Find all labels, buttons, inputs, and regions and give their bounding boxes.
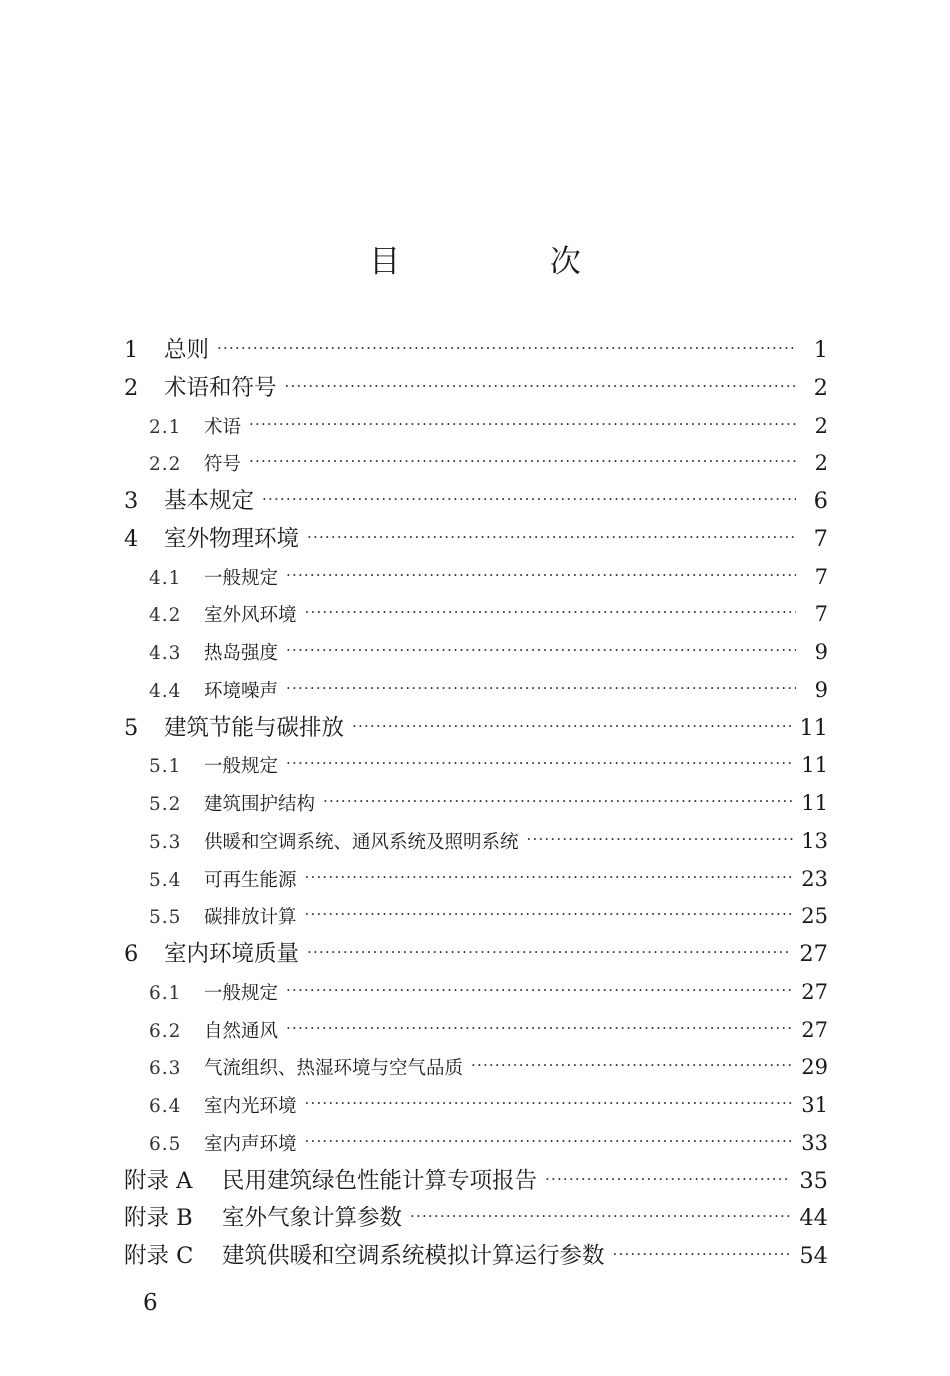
toc-entry-2-2[interactable]	[124, 445, 828, 483]
toc-entry-1[interactable]	[124, 332, 828, 370]
dot-leader	[286, 745, 793, 783]
toc-entry-2-1[interactable]	[124, 408, 828, 446]
toc-entry-page: 54	[799, 1243, 828, 1269]
toc-entry-label: 室外风环境	[204, 605, 297, 627]
toc-entry-number: 4.3	[149, 643, 182, 664]
toc-entry-4-1[interactable]	[124, 559, 828, 597]
dot-leader	[307, 519, 796, 557]
toc-entry-page: 9	[814, 677, 828, 702]
toc-entry-label: 室内声环境	[204, 1133, 297, 1155]
toc-entry-number: 5.2	[149, 794, 182, 815]
toc-entry-appendix-a[interactable]	[124, 1163, 828, 1201]
toc-entry-label: 自然通风	[204, 1020, 279, 1042]
toc-entry-page: 7	[814, 602, 828, 627]
toc-entry-4-2[interactable]	[124, 596, 828, 634]
toc-entry-number: 5.1	[149, 756, 182, 778]
toc-entry-number: 1	[124, 337, 139, 363]
toc-entry-2[interactable]	[124, 370, 828, 408]
toc-entry-page: 23	[801, 866, 828, 891]
toc-entry-label: 一般规定	[204, 756, 279, 778]
toc-entry-number: 4.4	[149, 680, 182, 702]
dot-leader	[249, 443, 796, 481]
toc-entry-label: 一般规定	[204, 982, 279, 1004]
toc-entry-label: 室内光环境	[204, 1096, 297, 1117]
toc-entry-label: 碳排放计算	[204, 907, 297, 929]
toc-entry-number: 4	[124, 525, 139, 552]
toc-entry-number: 6.4	[149, 1096, 182, 1117]
toc-entry-label: 总则	[164, 337, 210, 363]
toc-entry-page: 35	[799, 1167, 828, 1194]
toc-entry-page: 44	[799, 1205, 828, 1232]
dot-leader	[305, 859, 794, 897]
dot-leader	[286, 972, 793, 1010]
toc-entry-number: 5	[124, 714, 139, 741]
toc-entry-number: 6.5	[149, 1133, 182, 1155]
toc-entry-page: 11	[801, 791, 828, 815]
toc-entry-number: 6.1	[149, 982, 182, 1004]
toc-entry-label: 供暖和空调系统、通风系统及照明系统	[204, 831, 519, 853]
dot-leader	[410, 1198, 791, 1236]
toc-entry-6-1[interactable]	[124, 974, 828, 1012]
toc-entry-page: 13	[801, 828, 828, 853]
toc-entry-page: 2	[814, 413, 828, 438]
toc-entry-number: 2.1	[149, 416, 182, 438]
toc-entry-page: 27	[801, 1017, 828, 1042]
toc-entry-label: 术语和符号	[164, 374, 277, 401]
toc-entry-number: 5.4	[149, 869, 182, 891]
toc-entry-4-3[interactable]	[124, 634, 828, 672]
toc-entry-number: 附录 A	[124, 1167, 193, 1194]
toc-entry-4[interactable]	[124, 521, 828, 559]
footer-page-number: 6	[143, 1290, 158, 1316]
dot-leader	[286, 632, 796, 670]
toc-entry-number: 4.2	[149, 605, 182, 627]
toc-entry-page: 27	[801, 979, 828, 1004]
dot-leader	[307, 934, 791, 972]
toc-entry-page: 25	[801, 904, 828, 929]
toc-entry-label: 建筑节能与碳排放	[164, 714, 345, 741]
toc-entry-number: 附录 B	[124, 1205, 193, 1232]
toc-entry-label: 基本规定	[164, 488, 255, 514]
toc-entry-6-4[interactable]	[124, 1087, 828, 1125]
toc-entry-page: 7	[813, 525, 828, 552]
dot-leader	[286, 557, 796, 595]
toc-entry-page: 27	[799, 941, 828, 967]
toc-entry-label: 室内环境质量	[164, 941, 300, 967]
toc-entry-5-4[interactable]	[124, 861, 828, 899]
dot-leader	[305, 896, 794, 934]
dot-leader	[323, 783, 793, 821]
toc-entry-label: 气流组织、热湿环境与空气品质	[204, 1058, 464, 1080]
toc-entry-page: 2	[814, 451, 828, 476]
toc-entry-page: 9	[814, 640, 828, 664]
dot-leader	[305, 594, 796, 632]
toc-entry-appendix-b[interactable]	[124, 1200, 828, 1238]
toc-entry-6-5[interactable]	[124, 1125, 828, 1163]
dot-leader	[249, 406, 796, 444]
toc-entry-page: 11	[799, 714, 828, 741]
toc-entry-label: 可再生能源	[204, 869, 297, 891]
dot-leader	[352, 708, 791, 746]
toc-entry-label: 术语	[204, 416, 242, 438]
toc-entry-page: 11	[801, 753, 828, 778]
dot-leader	[305, 1123, 794, 1161]
toc-entry-page: 7	[814, 564, 828, 589]
page-title: 目 次	[369, 244, 651, 280]
toc-entry-6[interactable]	[124, 936, 828, 974]
toc-entry-number: 6	[124, 941, 139, 967]
toc-entry-5-2[interactable]	[124, 785, 828, 823]
toc-entry-6-3[interactable]	[124, 1049, 828, 1087]
toc-entry-number: 4.1	[149, 567, 182, 589]
dot-leader	[285, 368, 796, 406]
toc-entry-number: 5.5	[149, 907, 182, 929]
toc-entry-number: 6.3	[149, 1058, 182, 1080]
toc-entry-number: 5.3	[149, 831, 182, 853]
dot-leader	[545, 1161, 791, 1199]
toc-entry-page: 29	[801, 1055, 828, 1080]
toc-entry-3[interactable]	[124, 483, 828, 521]
toc-entry-5-1[interactable]	[124, 747, 828, 785]
toc-entry-number: 6.2	[149, 1020, 182, 1042]
toc-entry-label: 室外物理环境	[164, 525, 300, 552]
toc-entry-label: 室外气象计算参数	[222, 1205, 403, 1232]
toc-entry-label: 建筑供暖和空调系统模拟计算运行参数	[222, 1243, 605, 1269]
toc-entry-label: 环境噪声	[204, 680, 279, 702]
toc-entry-5[interactable]	[124, 710, 828, 748]
toc-entry-4-4[interactable]	[124, 672, 828, 710]
toc-entry-5-3[interactable]	[124, 823, 828, 861]
toc-entry-label: 符号	[204, 454, 242, 476]
dot-leader	[286, 670, 796, 708]
toc-entry-appendix-c[interactable]	[124, 1238, 828, 1276]
dot-leader	[217, 330, 796, 368]
toc-entry-number: 3	[124, 488, 139, 514]
toc-entry-label: 热岛强度	[204, 643, 279, 664]
toc-entry-label: 民用建筑绿色性能计算专项报告	[222, 1167, 538, 1194]
toc-entry-5-5[interactable]	[124, 898, 828, 936]
toc-entry-label: 建筑围护结构	[204, 794, 316, 815]
toc-entry-number: 2.2	[149, 454, 182, 476]
toc-entry-number: 附录 C	[124, 1243, 194, 1269]
table-of-contents	[124, 332, 828, 1276]
toc-entry-page: 33	[801, 1130, 828, 1155]
dot-leader	[262, 481, 796, 519]
dot-leader	[471, 1047, 793, 1085]
toc-entry-page: 2	[813, 374, 828, 401]
toc-entry-label: 一般规定	[204, 567, 279, 589]
toc-entry-page: 31	[801, 1093, 828, 1117]
dot-leader	[613, 1236, 792, 1274]
dot-leader	[286, 1010, 793, 1048]
toc-entry-page: 6	[813, 488, 828, 514]
toc-entry-number: 2	[124, 374, 139, 401]
toc-entry-6-2[interactable]	[124, 1012, 828, 1050]
toc-entry-page: 1	[813, 337, 828, 363]
dot-leader	[527, 821, 794, 859]
dot-leader	[305, 1085, 794, 1123]
